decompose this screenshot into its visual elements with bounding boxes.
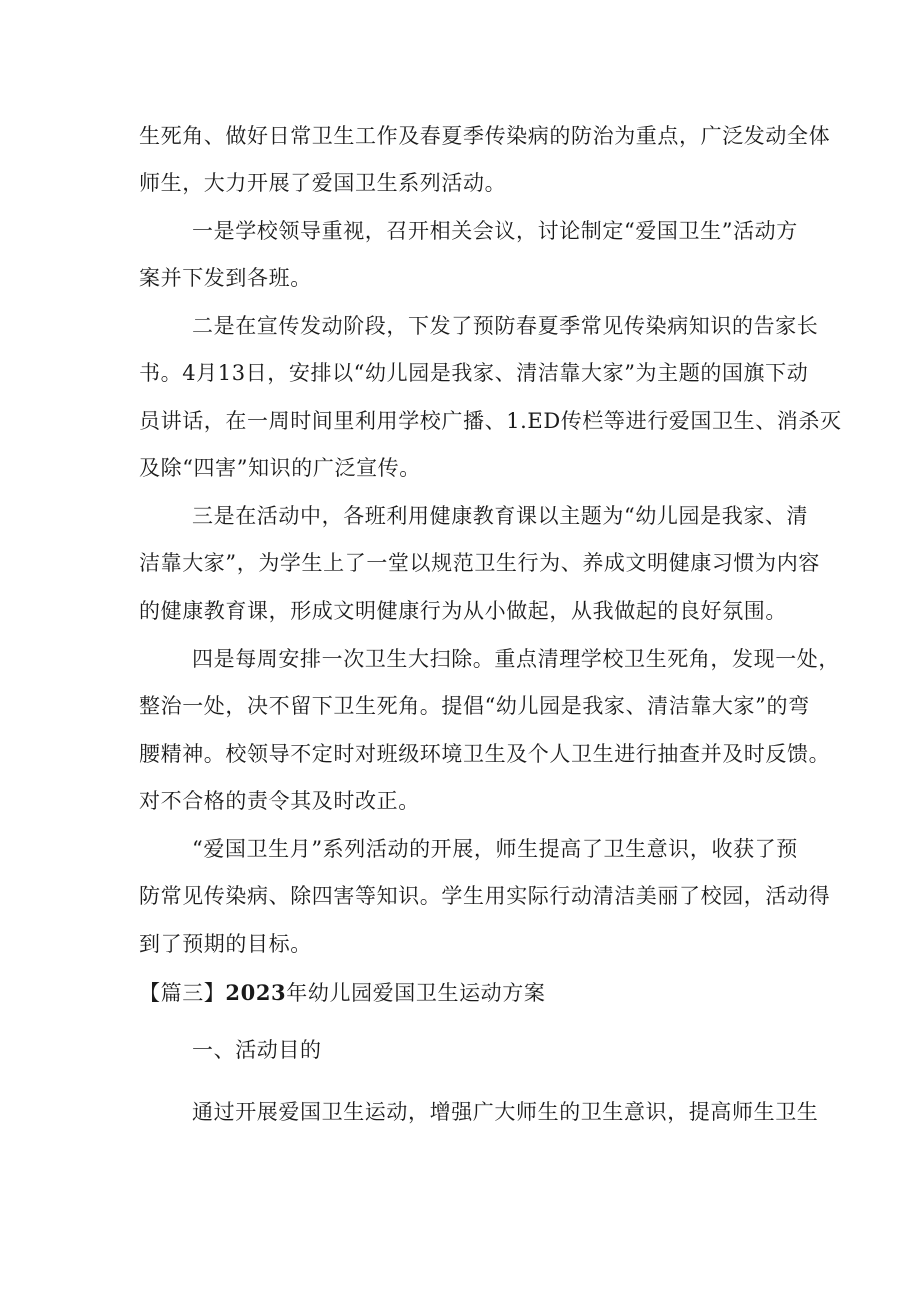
- paragraph-line: 书。4月13日，安排以“幼儿园是我家、清洁靠大家”为主题的国旗下动: [139, 361, 809, 385]
- section-heading-year: 2023: [225, 980, 287, 1005]
- section-heading-title: 年幼儿园爱国卫生运动方案: [286, 981, 546, 1005]
- section-heading-prefix: 【篇三】: [139, 981, 226, 1005]
- paragraph-line: 及除“四害”知识的广泛宣传。: [139, 456, 421, 480]
- paragraph-line: 生死角、做好日常卫生工作及春夏季传染病的防治为重点，广泛发动全体: [139, 124, 831, 148]
- paragraph-line: 通过开展爱国卫生运动，增强广大师生的卫生意识，提高师生卫生: [192, 1100, 819, 1124]
- paragraph-line: 一是学校领导重视，召开相关会议，讨论制定“爱国卫生”活动方: [192, 219, 798, 243]
- paragraph-line: 到了预期的目标。: [139, 932, 312, 956]
- paragraph-line: “爱国卫生月”系列活动的开展，师生提高了卫生意识，收获了预: [192, 837, 798, 861]
- paragraph-line: 师生，大力开展了爱国卫生系列活动。: [139, 171, 507, 195]
- paragraph-line: 腰精神。校领导不定时对班级环境卫生及个人卫生进行抽查并及时反馈。: [139, 742, 831, 766]
- paragraph-line: 整治一处，决不留下卫生死角。提倡“幼儿园是我家、清洁靠大家”的弯: [139, 694, 810, 718]
- section-heading: [139, 978, 799, 1008]
- paragraph-line: 洁靠大家”，为学生上了一堂以规范卫生行为、养成文明健康习惯为内容: [139, 551, 820, 575]
- paragraph-line: 案并下发到各班。: [139, 266, 312, 290]
- paragraph-line: 三是在活动中，各班利用健康教育课以主题为“幼儿园是我家、清: [192, 504, 809, 528]
- paragraph-line: 员讲话，在一周时间里利用学校广播、1.ED传栏等进行爱国卫生、消杀灭: [139, 409, 842, 433]
- subheading: 一、活动目的: [192, 1038, 322, 1062]
- paragraph-line: 四是每周安排一次卫生大扫除。重点清理学校卫生死角，发现一处，: [192, 647, 840, 671]
- paragraph-line: 二是在宣传发动阶段，下发了预防春夏季常见传染病知识的告家长: [192, 314, 819, 338]
- paragraph-line: 的健康教育课，形成文明健康行为从小做起，从我做起的良好氛围。: [139, 599, 787, 623]
- paragraph-line: 防常见传染病、除四害等知识。学生用实际行动清洁美丽了校园，活动得: [139, 884, 831, 908]
- paragraph-line: 对不合格的责令其及时改正。: [139, 789, 420, 813]
